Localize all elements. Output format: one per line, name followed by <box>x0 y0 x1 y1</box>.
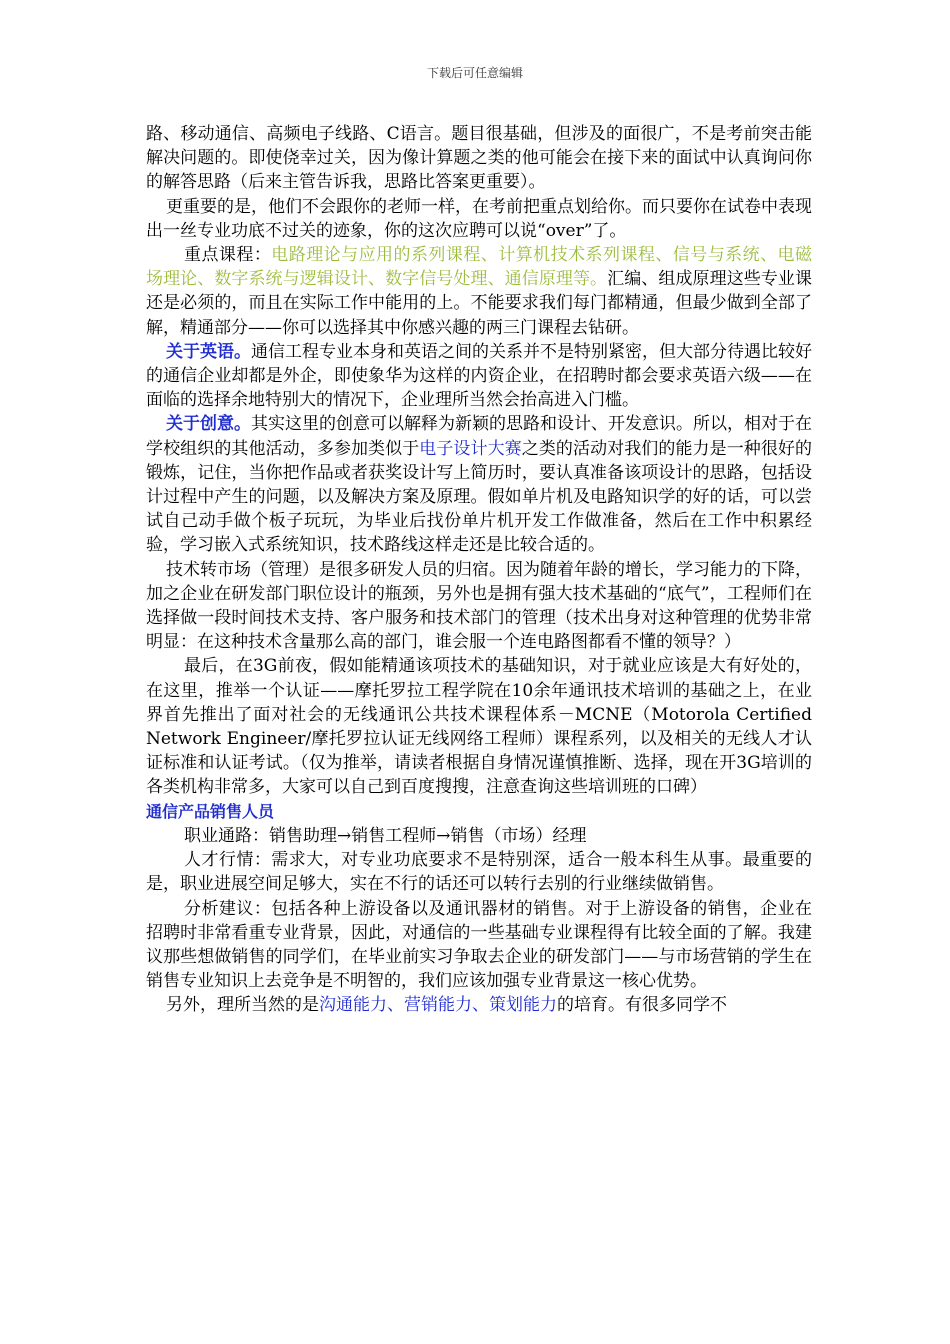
paragraph-talent-market: 人才行情：需求大，对专业功底要求不是特别深，适合一般本科生从事。最重要的是，职业进展空间足够大，实在不行的话还可以转行去别的行业继续做销售。 <box>146 850 812 895</box>
document-body <box>146 122 812 1018</box>
paragraph-career-path: 职业通路：销售助理→销售工程师→销售（市场）经理 <box>184 825 587 846</box>
key-courses-list: 电路理论与应用的系列课程、计算机技术系列课程、信号与系统、电磁场理论、数字系统与逻辑设计、数字信号处理、通信原理等。 <box>146 245 813 290</box>
paragraph-creativity <box>146 412 812 557</box>
creativity-text-a: 其实这里的创意可以解释为新颖的思路和设计、开发意识。所以，相对于在学校组织的其他活动，多参加类似于 <box>146 414 812 459</box>
soft-skills-text-b: 的培育。有很多同学不 <box>557 995 727 1016</box>
paragraph-3g: 最后，在3G前夜，假如能精通该项技术的基础知识，对于就业应该是大有好处的，在这里，推举一个认证——摩托罗拉工程学院在10余年通讯技术培训的基础之上，在业界首先推出了面对社会的无线通讯公共技术课程体系－MCNE（Motorola Certified Network Engineer/摩托罗拉认证无线网络工程师）课程系列，以及相关的无线人才认证标准和认证考试。（仅为推举，请读者根据自身情况谨慎推断、选择，现在开3G培训的各类机构非常多，大家可以自己到百度搜搜，注意查询这些培训班的口碑） <box>146 656 812 798</box>
paragraph-exam-topics: 路、移动通信、高频电子线路、C语言。题目很基础，但涉及的面很广，不是考前突击能解决问题的。即使侥幸过关，因为像计算题之类的他可能会在接下来的面试中认真询问你的解答思路（后来主管告诉我，思路比答案更重要）。 <box>146 124 812 193</box>
english-label: 关于英语。 <box>166 341 251 362</box>
english-text: 通信工程专业本身和英语之间的关系并不是特别紧密，但大部分待遇比较好的通信企业却都是外企，即使象华为这样的内资企业，在招聘时都会要求英语六级——在面临的选择余地特别大的情况下，企业理所当然会抬高进入门槛。 <box>146 341 812 411</box>
creativity-text-b: 之类的活动对我们的能力是一种很好的锻炼，记住，当你把作品或者获奖设计写上简历时，要认真准备该项设计的思路，包括设计过程中产生的问题，以及解决方案及原理。假如单片机及电路知识学的好的话，可以尝试自己动手做个板子玩玩，为毕业后找份单片机开发工作做准备，然后在工作中积累经验，学习嵌入式系统知识，技术路线这样走还是比较合适的。 <box>146 438 813 556</box>
key-courses-rest: 汇编、组成原理这些专业课还是必须的，而且在实际工作中能用的上。不能要求我们每门都精通，但最少做到全部了解，精通部分——你可以选择其中你感兴趣的两三门课程去钻研。 <box>146 269 813 338</box>
soft-skills-text-a: 另外，理所当然的是 <box>166 995 319 1016</box>
paragraph-soft-skills <box>146 993 812 1017</box>
paragraph-english <box>146 340 812 413</box>
paragraph-teacher-note: 更重要的是，他们不会跟你的老师一样，在考前把重点划给你。而只要你在试卷中表现出一丝专业功底不过关的迹象，你的这次应聘可以说“over”了。 <box>146 196 812 241</box>
design-contest-link[interactable]: 电子设计大赛 <box>419 438 522 459</box>
key-courses-label: 重点课程： <box>184 245 272 266</box>
paragraph-key-courses <box>146 243 812 340</box>
paragraph-tech-to-market: 技术转市场（管理）是很多研发人员的归宿。因为随着年龄的增长，学习能力的下降，加之企业在研发部门职位设计的瓶颈，另外也是拥有强大技术基础的“底气”，工程师们在选择做一段时间技术支持、客户服务和技术部门的管理（技术出身对这种管理的优势非常明显：在这种技术含量那么高的部门，谁会服一个连电路图都看不懂的领导？） <box>146 559 812 653</box>
page-header: 下载后可任意编辑 <box>426 66 523 80</box>
paragraph-advice: 分析建议：包括各种上游设备以及通讯器材的销售。对于上游设备的销售，企业在招聘时非常看重专业背景，因此，对通信的一些基础专业课程得有比较全面的了解。我建议那些想做销售的同学们，在毕业前实习争取去企业的研发部门——与市场营销的学生在销售专业知识上去竞争是不明智的，我们应该加强专业背景这一核心优势。 <box>146 898 812 992</box>
soft-skills-link[interactable]: 沟通能力、营销能力、策划能力 <box>319 995 557 1016</box>
creativity-label: 关于创意。 <box>166 414 251 435</box>
section-title-sales: 通信产品销售人员 <box>146 801 275 821</box>
